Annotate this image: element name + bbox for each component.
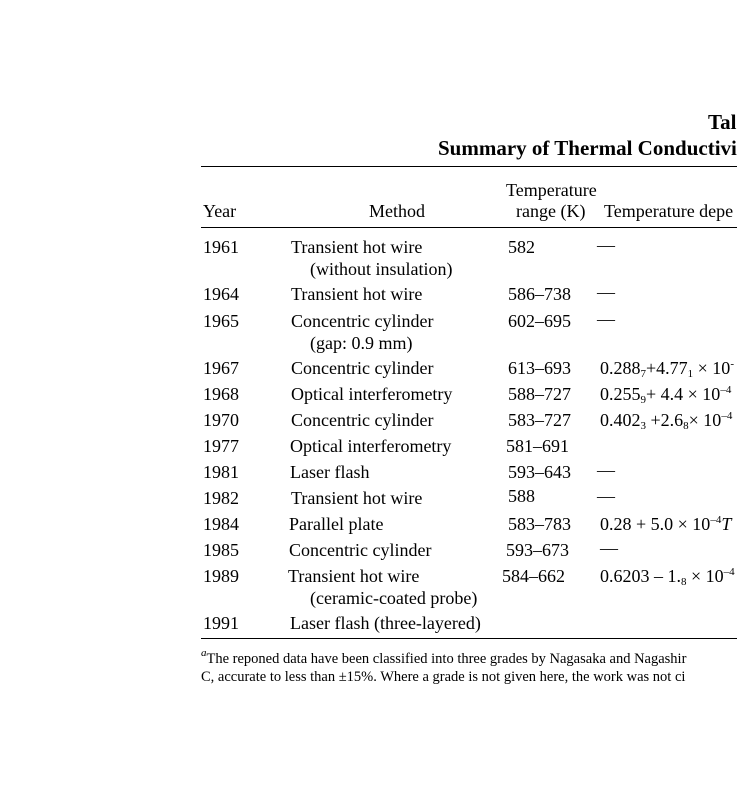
dependence-cell: — — [597, 309, 615, 329]
method-note-cell: (gap: 0.9 mm) — [310, 333, 413, 353]
year-cell: 1982 — [203, 488, 239, 508]
table-title: Summary of Thermal Conductivi — [438, 136, 737, 160]
year-cell: 1964 — [203, 284, 239, 304]
range-cell: 584–662 — [502, 566, 565, 586]
dependence-cell: — — [600, 538, 618, 558]
dependence-cell: — — [597, 235, 615, 255]
year-cell: 1961 — [203, 237, 239, 257]
header-temperature-range: range (K) — [516, 201, 586, 221]
header-method: Method — [369, 201, 425, 221]
range-cell: 593–643 — [508, 462, 571, 482]
method-cell: Concentric cylinder — [289, 540, 432, 560]
range-cell: 613–693 — [508, 358, 571, 378]
method-cell: Transient hot wire — [291, 488, 423, 508]
year-cell: 1981 — [203, 462, 239, 482]
year-cell: 1968 — [203, 384, 239, 404]
range-cell: 583–727 — [508, 410, 571, 430]
dependence-cell: — — [597, 282, 615, 302]
header-temperature-top: Temperature — [506, 180, 597, 200]
header-year: Year — [203, 201, 237, 221]
table-label: Tal — [708, 110, 737, 134]
method-cell: Parallel plate — [289, 514, 384, 534]
dependence-cell: $0.288_7+4.77_1 \times 10^-$ — [600, 358, 734, 380]
year-cell: 1989 — [203, 566, 239, 586]
range-cell: 588–727 — [508, 384, 571, 404]
year-cell: 1984 — [203, 514, 239, 534]
method-cell: Laser flash (three-layered) — [290, 613, 481, 633]
range-cell: 588 — [508, 486, 535, 506]
range-cell: 593–673 — [506, 540, 569, 560]
method-cell: Transient hot wire — [291, 237, 423, 257]
year-cell: 1977 — [203, 436, 239, 456]
dependence-cell: $0.6203 - 1._8 \times 10^{-4}$ — [600, 566, 735, 588]
footnote-line1: $^a$The reponed data have been classified into three grades by Nagasaka and Nagashir — [201, 647, 687, 667]
year-cell: 1967 — [203, 358, 239, 378]
year-cell: 1965 — [203, 311, 239, 331]
dependence-cell: $0.255_9+ 4.4 \times 10^{-4}$ — [600, 384, 732, 406]
range-cell: 586–738 — [508, 284, 571, 304]
dependence-cell: $0.28 + 5.0 \times 10^{-4}T$ — [600, 514, 732, 534]
method-cell: Transient hot wire — [288, 566, 420, 586]
dependence-cell: — — [597, 460, 615, 480]
year-cell: 1991 — [203, 613, 239, 633]
footnote-marker: a — [201, 647, 207, 659]
method-cell: Concentric cylinder — [291, 358, 434, 378]
header-rule — [201, 227, 737, 228]
year-cell: 1985 — [203, 540, 239, 560]
method-cell: Concentric cylinder — [291, 410, 434, 430]
bottom-rule — [201, 638, 737, 639]
method-cell: Transient hot wire — [291, 284, 423, 304]
method-cell: Laser flash — [290, 462, 370, 482]
top-rule — [201, 166, 737, 167]
year-cell: 1970 — [203, 410, 239, 430]
range-cell: 583–783 — [508, 514, 571, 534]
range-cell: 581–691 — [506, 436, 569, 456]
footnote-line2: C, accurate to less than ±15%. Where a grade is not given here, the work was not ci — [201, 669, 686, 685]
method-note-cell: (ceramic-coated probe) — [310, 588, 478, 608]
method-note-cell: (without insulation) — [310, 259, 453, 279]
method-cell: Optical interferometry — [290, 436, 452, 456]
dependence-cell: $0.402_3 +2.6_8\times 10^{-4}$ — [600, 410, 733, 432]
dependence-cell: — — [597, 486, 615, 506]
range-cell: 602–695 — [508, 311, 571, 331]
header-temperature-dependence: Temperature depe — [604, 201, 734, 221]
range-cell: 582 — [508, 237, 535, 257]
method-cell: Optical interferometry — [291, 384, 453, 404]
method-cell: Concentric cylinder — [291, 311, 434, 331]
